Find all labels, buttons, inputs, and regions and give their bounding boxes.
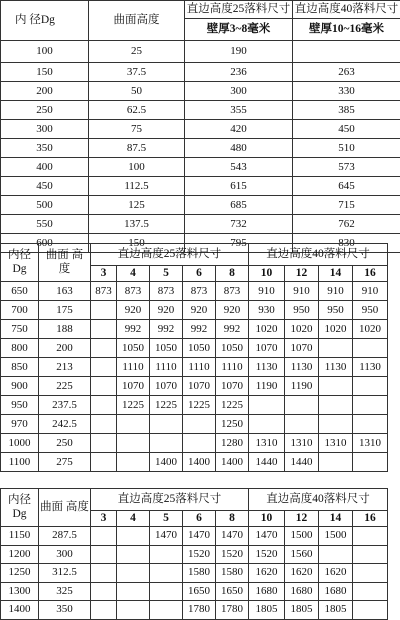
col-thickness-12: 12 bbox=[285, 511, 319, 527]
table-row bbox=[1, 158, 400, 177]
cell-thickness-14: 1680 bbox=[319, 582, 353, 601]
cell-thickness-3 bbox=[91, 358, 117, 377]
cell-curve-height: 125 bbox=[89, 196, 185, 215]
cell-thickness-6: 1580 bbox=[183, 564, 216, 583]
cell-thickness-5: 1400 bbox=[150, 453, 183, 472]
cell-thickness-3 bbox=[91, 527, 117, 546]
cell-thickness-6: 1110 bbox=[183, 358, 216, 377]
table-row bbox=[1, 434, 388, 453]
cell-thickness-3 bbox=[91, 415, 117, 434]
cell-thickness-8: 1520 bbox=[216, 545, 249, 564]
cell-thickness-8: 1650 bbox=[216, 582, 249, 601]
cell-thickness-3 bbox=[91, 582, 117, 601]
cell-thickness-8: 1110 bbox=[216, 358, 249, 377]
table-row bbox=[1, 120, 400, 139]
table-small-diameters bbox=[0, 0, 400, 253]
table-row bbox=[1, 358, 388, 377]
cell-thickness-14 bbox=[319, 339, 353, 358]
cell-curve-height: 87.5 bbox=[89, 139, 185, 158]
cell-inner-diameter: 450 bbox=[1, 177, 89, 196]
cell-inner-diameter: 1150 bbox=[1, 527, 39, 546]
col-inner-diameter: 内 径Dg bbox=[1, 1, 89, 41]
table-row bbox=[1, 177, 400, 196]
cell-thickness-8: 992 bbox=[216, 320, 249, 339]
cell-thickness-5 bbox=[150, 434, 183, 453]
col-curve-height: 曲面高度 bbox=[89, 1, 185, 41]
cell-thickness-3 bbox=[91, 339, 117, 358]
cell-inner-diameter: 400 bbox=[1, 158, 89, 177]
col-straight-40: 直边高度40落料尺寸 bbox=[293, 1, 400, 19]
cell-straight-25: 615 bbox=[185, 177, 293, 196]
col-thickness-10-16: 壁厚10~16毫米 bbox=[293, 19, 400, 41]
cell-thickness-12: 950 bbox=[285, 301, 319, 320]
cell-inner-diameter: 850 bbox=[1, 358, 39, 377]
col-inner-diameter bbox=[1, 489, 39, 527]
table-row bbox=[1, 339, 388, 358]
cell-straight-40: 450 bbox=[293, 120, 400, 139]
cell-straight-40: 330 bbox=[293, 82, 400, 101]
cell-thickness-8: 873 bbox=[216, 282, 249, 301]
cell-thickness-12: 1620 bbox=[285, 564, 319, 583]
cell-thickness-5 bbox=[150, 601, 183, 620]
cell-thickness-4: 1070 bbox=[117, 377, 150, 396]
cell-inner-diameter: 900 bbox=[1, 377, 39, 396]
cell-curve-height: 137.5 bbox=[89, 215, 185, 234]
cell-straight-25: 300 bbox=[185, 82, 293, 101]
curve-height-label-2: 度 bbox=[59, 263, 71, 275]
table-large-diameters bbox=[0, 488, 388, 620]
cell-thickness-16 bbox=[353, 377, 388, 396]
cell-curve-height: 112.5 bbox=[89, 177, 185, 196]
table-row bbox=[1, 582, 388, 601]
cell-curve-height: 175 bbox=[39, 301, 91, 320]
table-row bbox=[1, 282, 388, 301]
cell-thickness-6 bbox=[183, 415, 216, 434]
table-row bbox=[1, 396, 388, 415]
cell-thickness-6: 1070 bbox=[183, 377, 216, 396]
cell-thickness-8: 1580 bbox=[216, 564, 249, 583]
table-row bbox=[1, 320, 388, 339]
col-straight-25: 直边高度25落料尺寸 bbox=[185, 1, 293, 19]
cell-inner-diameter: 100 bbox=[1, 41, 89, 63]
header-row bbox=[1, 244, 388, 266]
cell-thickness-16: 1310 bbox=[353, 434, 388, 453]
cell-thickness-8: 1250 bbox=[216, 415, 249, 434]
table-row bbox=[1, 139, 400, 158]
cell-thickness-14: 1020 bbox=[319, 320, 353, 339]
cell-thickness-8: 1050 bbox=[216, 339, 249, 358]
cell-thickness-5 bbox=[150, 564, 183, 583]
cell-curve-height: 237.5 bbox=[39, 396, 91, 415]
cell-curve-height: 188 bbox=[39, 320, 91, 339]
cell-inner-diameter: 950 bbox=[1, 396, 39, 415]
cell-thickness-16 bbox=[353, 396, 388, 415]
cell-thickness-12: 1440 bbox=[285, 453, 319, 472]
cell-straight-25: 236 bbox=[185, 63, 293, 82]
cell-thickness-4: 992 bbox=[117, 320, 150, 339]
cell-thickness-10: 1440 bbox=[249, 453, 285, 472]
cell-thickness-5: 992 bbox=[150, 320, 183, 339]
cell-inner-diameter: 1400 bbox=[1, 601, 39, 620]
cell-thickness-5: 1110 bbox=[150, 358, 183, 377]
cell-inner-diameter: 1250 bbox=[1, 564, 39, 583]
cell-thickness-12: 1310 bbox=[285, 434, 319, 453]
col-thickness-3-8: 壁厚3~8毫米 bbox=[185, 19, 293, 41]
cell-thickness-3 bbox=[91, 545, 117, 564]
cell-inner-diameter: 600 bbox=[1, 234, 89, 253]
cell-inner-diameter: 150 bbox=[1, 63, 89, 82]
inner-diameter-label: 内径 bbox=[8, 494, 31, 506]
cell-thickness-16: 1130 bbox=[353, 358, 388, 377]
cell-inner-diameter: 350 bbox=[1, 139, 89, 158]
cell-inner-diameter: 750 bbox=[1, 320, 39, 339]
cell-thickness-10 bbox=[249, 396, 285, 415]
cell-thickness-4: 1110 bbox=[117, 358, 150, 377]
table-row bbox=[1, 527, 388, 546]
cell-curve-height: 37.5 bbox=[89, 63, 185, 82]
cell-thickness-12: 1560 bbox=[285, 545, 319, 564]
cell-curve-height: 250 bbox=[39, 434, 91, 453]
col-thickness-6: 6 bbox=[183, 266, 216, 282]
cell-inner-diameter: 250 bbox=[1, 101, 89, 120]
cell-thickness-4 bbox=[117, 564, 150, 583]
cell-thickness-16: 950 bbox=[353, 301, 388, 320]
cell-thickness-6: 873 bbox=[183, 282, 216, 301]
cell-straight-40 bbox=[293, 41, 400, 63]
cell-thickness-5 bbox=[150, 415, 183, 434]
table-medium-diameters bbox=[0, 243, 388, 472]
cell-thickness-16: 1020 bbox=[353, 320, 388, 339]
cell-thickness-3 bbox=[91, 453, 117, 472]
cell-curve-height: 287.5 bbox=[39, 527, 91, 546]
table-row bbox=[1, 564, 388, 583]
cell-thickness-5 bbox=[150, 545, 183, 564]
col-thickness-10: 10 bbox=[249, 511, 285, 527]
cell-thickness-3 bbox=[91, 564, 117, 583]
cell-thickness-12: 1500 bbox=[285, 527, 319, 546]
cell-inner-diameter: 1000 bbox=[1, 434, 39, 453]
cell-thickness-10: 1190 bbox=[249, 377, 285, 396]
header-row bbox=[1, 1, 400, 19]
col-thickness-4: 4 bbox=[117, 266, 150, 282]
cell-curve-height: 350 bbox=[39, 601, 91, 620]
col-inner-diameter bbox=[1, 244, 39, 282]
cell-curve-height: 62.5 bbox=[89, 101, 185, 120]
cell-thickness-6: 1780 bbox=[183, 601, 216, 620]
cell-curve-height: 100 bbox=[89, 158, 185, 177]
cell-thickness-10: 1020 bbox=[249, 320, 285, 339]
cell-curve-height: 75 bbox=[89, 120, 185, 139]
cell-thickness-14: 1620 bbox=[319, 564, 353, 583]
cell-thickness-6: 1650 bbox=[183, 582, 216, 601]
cell-thickness-12: 1190 bbox=[285, 377, 319, 396]
inner-diameter-unit: Dg bbox=[12, 508, 26, 520]
table-row bbox=[1, 601, 388, 620]
cell-thickness-14: 950 bbox=[319, 301, 353, 320]
cell-thickness-14: 1130 bbox=[319, 358, 353, 377]
inner-diameter-unit: Dg bbox=[12, 263, 26, 275]
cell-thickness-4: 1225 bbox=[117, 396, 150, 415]
cell-thickness-10: 930 bbox=[249, 301, 285, 320]
cell-inner-diameter: 650 bbox=[1, 282, 39, 301]
cell-thickness-8: 1400 bbox=[216, 453, 249, 472]
cell-thickness-4 bbox=[117, 453, 150, 472]
cell-inner-diameter: 700 bbox=[1, 301, 39, 320]
cell-thickness-16 bbox=[353, 601, 388, 620]
cell-thickness-14: 1500 bbox=[319, 527, 353, 546]
cell-thickness-16 bbox=[353, 339, 388, 358]
col-straight-25: 直边高度25落料尺寸 bbox=[91, 489, 249, 511]
table-row bbox=[1, 196, 400, 215]
col-straight-25: 直边高度25落料尺寸 bbox=[91, 244, 249, 266]
col-thickness-4: 4 bbox=[117, 511, 150, 527]
cell-curve-height: 200 bbox=[39, 339, 91, 358]
cell-thickness-10: 1620 bbox=[249, 564, 285, 583]
table-row bbox=[1, 41, 400, 63]
cell-thickness-4 bbox=[117, 527, 150, 546]
cell-thickness-4: 920 bbox=[117, 301, 150, 320]
cell-curve-height: 312.5 bbox=[39, 564, 91, 583]
col-thickness-10: 10 bbox=[249, 266, 285, 282]
cell-inner-diameter: 970 bbox=[1, 415, 39, 434]
cell-thickness-14: 1805 bbox=[319, 601, 353, 620]
cell-thickness-6: 1520 bbox=[183, 545, 216, 564]
col-straight-40: 直边高度40落料尺寸 bbox=[249, 244, 388, 266]
col-thickness-16: 16 bbox=[353, 511, 388, 527]
cell-thickness-12 bbox=[285, 396, 319, 415]
cell-thickness-3 bbox=[91, 377, 117, 396]
cell-thickness-10: 910 bbox=[249, 282, 285, 301]
cell-curve-height: 325 bbox=[39, 582, 91, 601]
cell-thickness-3 bbox=[91, 320, 117, 339]
cell-thickness-6: 1050 bbox=[183, 339, 216, 358]
cell-thickness-5: 1225 bbox=[150, 396, 183, 415]
cell-straight-25: 420 bbox=[185, 120, 293, 139]
table-row bbox=[1, 545, 388, 564]
cell-thickness-5: 1070 bbox=[150, 377, 183, 396]
cell-thickness-6: 1400 bbox=[183, 453, 216, 472]
cell-straight-25: 685 bbox=[185, 196, 293, 215]
table1-body bbox=[1, 41, 400, 253]
cell-curve-height: 242.5 bbox=[39, 415, 91, 434]
cell-curve-height: 25 bbox=[89, 41, 185, 63]
cell-thickness-6: 1470 bbox=[183, 527, 216, 546]
cell-thickness-10 bbox=[249, 415, 285, 434]
cell-straight-40: 263 bbox=[293, 63, 400, 82]
cell-thickness-3: 873 bbox=[91, 282, 117, 301]
cell-thickness-12: 1805 bbox=[285, 601, 319, 620]
cell-thickness-8: 1280 bbox=[216, 434, 249, 453]
cell-thickness-6: 1225 bbox=[183, 396, 216, 415]
cell-thickness-16 bbox=[353, 545, 388, 564]
cell-thickness-12: 1130 bbox=[285, 358, 319, 377]
col-thickness-6: 6 bbox=[183, 511, 216, 527]
header-row bbox=[1, 489, 388, 511]
cell-thickness-16 bbox=[353, 582, 388, 601]
cell-thickness-16 bbox=[353, 415, 388, 434]
cell-thickness-6: 992 bbox=[183, 320, 216, 339]
cell-thickness-5: 1050 bbox=[150, 339, 183, 358]
cell-curve-height: 275 bbox=[39, 453, 91, 472]
table-row bbox=[1, 215, 400, 234]
table-row bbox=[1, 101, 400, 120]
cell-thickness-5: 920 bbox=[150, 301, 183, 320]
table2-body bbox=[1, 282, 388, 472]
cell-thickness-6 bbox=[183, 434, 216, 453]
table-row bbox=[1, 301, 388, 320]
cell-thickness-8: 920 bbox=[216, 301, 249, 320]
cell-curve-height: 213 bbox=[39, 358, 91, 377]
col-thickness-5: 5 bbox=[150, 511, 183, 527]
cell-thickness-16: 910 bbox=[353, 282, 388, 301]
cell-thickness-10: 1310 bbox=[249, 434, 285, 453]
cell-thickness-4 bbox=[117, 601, 150, 620]
cell-thickness-4 bbox=[117, 434, 150, 453]
col-thickness-3: 3 bbox=[91, 266, 117, 282]
cell-thickness-14 bbox=[319, 453, 353, 472]
cell-thickness-12: 1680 bbox=[285, 582, 319, 601]
cell-curve-height: 150 bbox=[89, 234, 185, 253]
cell-straight-40: 510 bbox=[293, 139, 400, 158]
cell-straight-40: 645 bbox=[293, 177, 400, 196]
cell-thickness-8: 1470 bbox=[216, 527, 249, 546]
cell-thickness-5 bbox=[150, 582, 183, 601]
cell-curve-height: 225 bbox=[39, 377, 91, 396]
cell-inner-diameter: 550 bbox=[1, 215, 89, 234]
cell-thickness-14 bbox=[319, 396, 353, 415]
cell-inner-diameter: 1200 bbox=[1, 545, 39, 564]
col-thickness-3: 3 bbox=[91, 511, 117, 527]
cell-thickness-8: 1070 bbox=[216, 377, 249, 396]
cell-thickness-4 bbox=[117, 582, 150, 601]
cell-straight-40: 830 bbox=[293, 234, 400, 253]
table-row bbox=[1, 82, 400, 101]
cell-inner-diameter: 300 bbox=[1, 120, 89, 139]
table3-body bbox=[1, 527, 388, 620]
cell-thickness-8: 1225 bbox=[216, 396, 249, 415]
cell-straight-25: 795 bbox=[185, 234, 293, 253]
cell-straight-25: 543 bbox=[185, 158, 293, 177]
cell-thickness-4: 1050 bbox=[117, 339, 150, 358]
cell-thickness-12: 910 bbox=[285, 282, 319, 301]
cell-thickness-12: 1020 bbox=[285, 320, 319, 339]
cell-thickness-16 bbox=[353, 453, 388, 472]
cell-straight-25: 355 bbox=[185, 101, 293, 120]
cell-curve-height: 300 bbox=[39, 545, 91, 564]
cell-thickness-3 bbox=[91, 396, 117, 415]
cell-thickness-4 bbox=[117, 415, 150, 434]
col-straight-40: 直边高度40落料尺寸 bbox=[249, 489, 388, 511]
cell-thickness-4: 873 bbox=[117, 282, 150, 301]
cell-thickness-14 bbox=[319, 377, 353, 396]
table-row bbox=[1, 63, 400, 82]
cell-thickness-3 bbox=[91, 301, 117, 320]
table-row bbox=[1, 377, 388, 396]
cell-inner-diameter: 1100 bbox=[1, 453, 39, 472]
inner-diameter-label: 内径 bbox=[8, 249, 31, 261]
cell-curve-height: 50 bbox=[89, 82, 185, 101]
col-thickness-14: 14 bbox=[319, 511, 353, 527]
cell-thickness-12: 1070 bbox=[285, 339, 319, 358]
table-row bbox=[1, 415, 388, 434]
cell-thickness-16 bbox=[353, 564, 388, 583]
cell-inner-diameter: 800 bbox=[1, 339, 39, 358]
col-thickness-8: 8 bbox=[216, 266, 249, 282]
cell-straight-25: 190 bbox=[185, 41, 293, 63]
col-thickness-14: 14 bbox=[319, 266, 353, 282]
cell-thickness-10: 1805 bbox=[249, 601, 285, 620]
cell-thickness-6: 920 bbox=[183, 301, 216, 320]
cell-thickness-10: 1680 bbox=[249, 582, 285, 601]
cell-thickness-16 bbox=[353, 527, 388, 546]
cell-straight-40: 573 bbox=[293, 158, 400, 177]
cell-thickness-10: 1130 bbox=[249, 358, 285, 377]
cell-straight-40: 715 bbox=[293, 196, 400, 215]
col-curve-height: 曲面 高度 bbox=[39, 489, 91, 527]
cell-thickness-14: 1310 bbox=[319, 434, 353, 453]
col-thickness-12: 12 bbox=[285, 266, 319, 282]
cell-thickness-14 bbox=[319, 415, 353, 434]
cell-inner-diameter: 200 bbox=[1, 82, 89, 101]
cell-thickness-12 bbox=[285, 415, 319, 434]
table-row bbox=[1, 453, 388, 472]
cell-thickness-10: 1520 bbox=[249, 545, 285, 564]
cell-thickness-3 bbox=[91, 601, 117, 620]
cell-thickness-10: 1070 bbox=[249, 339, 285, 358]
cell-thickness-5: 1470 bbox=[150, 527, 183, 546]
cell-curve-height: 163 bbox=[39, 282, 91, 301]
cell-inner-diameter: 500 bbox=[1, 196, 89, 215]
col-thickness-8: 8 bbox=[216, 511, 249, 527]
cell-thickness-5: 873 bbox=[150, 282, 183, 301]
cell-thickness-14 bbox=[319, 545, 353, 564]
cell-thickness-3 bbox=[91, 434, 117, 453]
curve-height-label-1: 曲面 高 bbox=[46, 249, 83, 261]
cell-straight-25: 480 bbox=[185, 139, 293, 158]
cell-thickness-14: 910 bbox=[319, 282, 353, 301]
cell-straight-40: 385 bbox=[293, 101, 400, 120]
col-curve-height bbox=[39, 244, 91, 282]
cell-straight-25: 732 bbox=[185, 215, 293, 234]
cell-inner-diameter: 1300 bbox=[1, 582, 39, 601]
cell-thickness-10: 1470 bbox=[249, 527, 285, 546]
col-thickness-5: 5 bbox=[150, 266, 183, 282]
cell-thickness-8: 1780 bbox=[216, 601, 249, 620]
col-thickness-16: 16 bbox=[353, 266, 388, 282]
cell-straight-40: 762 bbox=[293, 215, 400, 234]
cell-thickness-4 bbox=[117, 545, 150, 564]
